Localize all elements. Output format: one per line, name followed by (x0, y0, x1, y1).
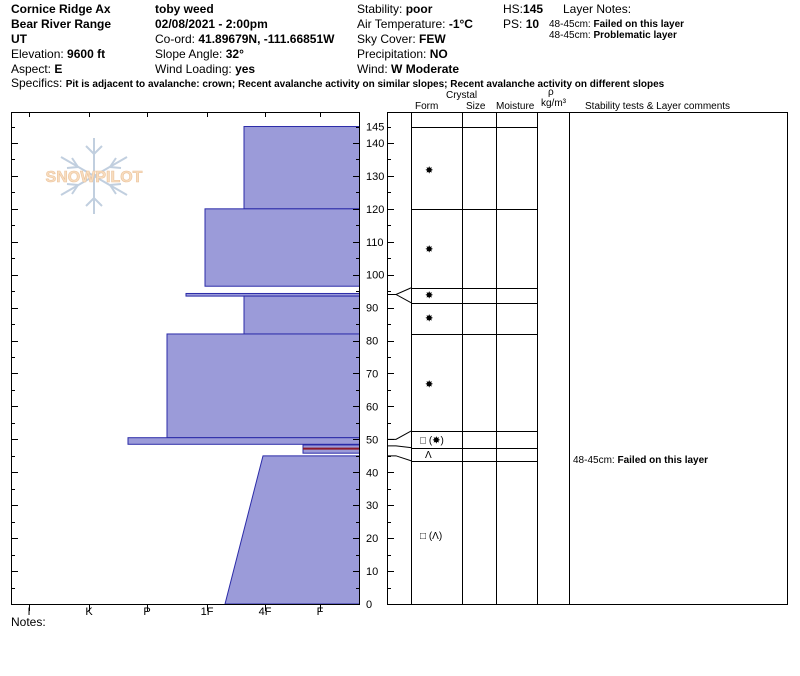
sky-label: Sky Cover: (357, 32, 416, 46)
grain-symbol: ✸ (425, 379, 434, 391)
grain-symbol: ✸ (425, 313, 434, 325)
size-header: Size (466, 101, 486, 112)
form-header: Form (415, 101, 439, 112)
stability-comment (573, 454, 708, 468)
wind-label: Wind: (357, 62, 388, 76)
sky-value: FEW (419, 32, 446, 46)
stability-comment-text: Failed on this layer (617, 455, 709, 466)
depth-label: 0 (366, 599, 373, 611)
crystal-header: Crystal (446, 90, 478, 101)
depth-label: 90 (366, 302, 379, 315)
ps-value: 10 (525, 17, 540, 31)
rho-header: ρ (548, 87, 554, 98)
wind-loading-value: yes (235, 62, 256, 76)
hardness-label: I (27, 606, 31, 618)
stability-label: Stability: (357, 2, 403, 16)
depth-label: 120 (366, 203, 385, 216)
stability-value: poor (405, 2, 433, 16)
specifics-value: Pit is adjacent to avalanche: crown; Recent avalanche activity on similar slopes; Recent avalanche activity on different slopes (65, 79, 665, 90)
wind-value: W Moderate (391, 62, 460, 76)
profile-layer (128, 438, 360, 445)
stability-header: Stability tests & Layer comments (585, 101, 731, 112)
location-name: Cornice Ridge Ax (11, 2, 111, 16)
depth-label: 40 (366, 467, 379, 480)
hardness-label: K (85, 606, 93, 618)
air-temp-value: -1°C (448, 17, 473, 31)
profile-layer (205, 209, 360, 286)
depth-label: 60 (366, 401, 379, 414)
depth-label: 110 (366, 236, 384, 249)
profile-layer (244, 127, 360, 209)
depth-label: 130 (366, 170, 385, 183)
grain-form-symbols (420, 165, 444, 542)
boundary-connector (387, 446, 411, 448)
datetime: 02/08/2021 - 2:00pm (155, 17, 268, 31)
depth-tick-labels (366, 122, 384, 611)
wind-loading-label: Wind Loading: (155, 62, 232, 76)
aspect-label: Aspect: (11, 62, 52, 76)
grain-symbol: ✸ (425, 244, 434, 256)
hardness-label: 4F (258, 606, 272, 618)
grain-symbol: ✸ (425, 165, 434, 177)
elevation-label: Elevation: (11, 47, 64, 61)
depth-label: 10 (366, 566, 379, 579)
slope-label: Slope Angle: (155, 47, 223, 61)
hs-label: HS: (503, 2, 524, 16)
hardness-profile (128, 127, 360, 604)
depth-label: 30 (366, 500, 379, 513)
boundary-connector (387, 431, 411, 439)
hardness-tick-labels (27, 606, 323, 618)
depth-label: 20 (366, 533, 379, 546)
stability-comment-range: 48-45cm: (573, 455, 615, 466)
depth-label: 145 (366, 121, 385, 134)
boundary-connector (387, 294, 411, 302)
observer: toby weed (155, 2, 214, 16)
hs-value: 145 (523, 2, 544, 16)
profile-layer (244, 296, 360, 334)
state: UT (11, 32, 27, 46)
elevation-value: 9600 ft (67, 47, 106, 61)
layer-note-text: Failed on this layer (593, 19, 685, 30)
hardness-label: F (316, 606, 324, 618)
grain-symbol: ✸ (425, 290, 434, 302)
moisture-header: Moisture (496, 101, 535, 112)
layers-table-frame (388, 113, 788, 605)
ps-label: PS: (503, 17, 523, 31)
watermark-text: SNOWPILOT (45, 169, 143, 186)
depth-label: 70 (366, 368, 379, 381)
layer-note-range: 48-45cm: (549, 30, 591, 41)
density-unit: kg/m³ (541, 98, 566, 109)
notes-label: Notes: (11, 615, 46, 629)
layer-note-range: 48-45cm: (549, 19, 591, 30)
coord-label: Co-ord: (155, 32, 196, 46)
precip-value: NO (429, 47, 448, 61)
layer-notes-label: Layer Notes: (563, 2, 632, 16)
depth-label: 50 (366, 434, 379, 447)
specifics-label: Specifics: (11, 76, 63, 90)
depth-label: 140 (366, 137, 385, 150)
profile-layer (167, 334, 360, 438)
aspect-value: E (54, 62, 63, 76)
profile-layer (225, 456, 360, 604)
grain-symbol: □ (Λ) (420, 530, 443, 542)
layer-note-text: Problematic layer (593, 30, 677, 41)
slope-value: 32° (225, 47, 244, 61)
depth-label: 100 (366, 269, 385, 282)
coord-value: 41.89679N, -111.66851W (198, 32, 335, 46)
precip-label: Precipitation: (357, 47, 427, 61)
snowpilot-watermark (46, 138, 143, 214)
hardness-label: P (143, 606, 151, 618)
hardness-label: 1F (200, 606, 214, 618)
grain-symbol: Λ (425, 450, 432, 462)
depth-label: 80 (366, 335, 379, 348)
air-temp-label: Air Temperature: (357, 17, 446, 31)
mountain-range: Bear River Range (11, 17, 112, 31)
grain-symbol: □ (✸) (420, 435, 444, 447)
